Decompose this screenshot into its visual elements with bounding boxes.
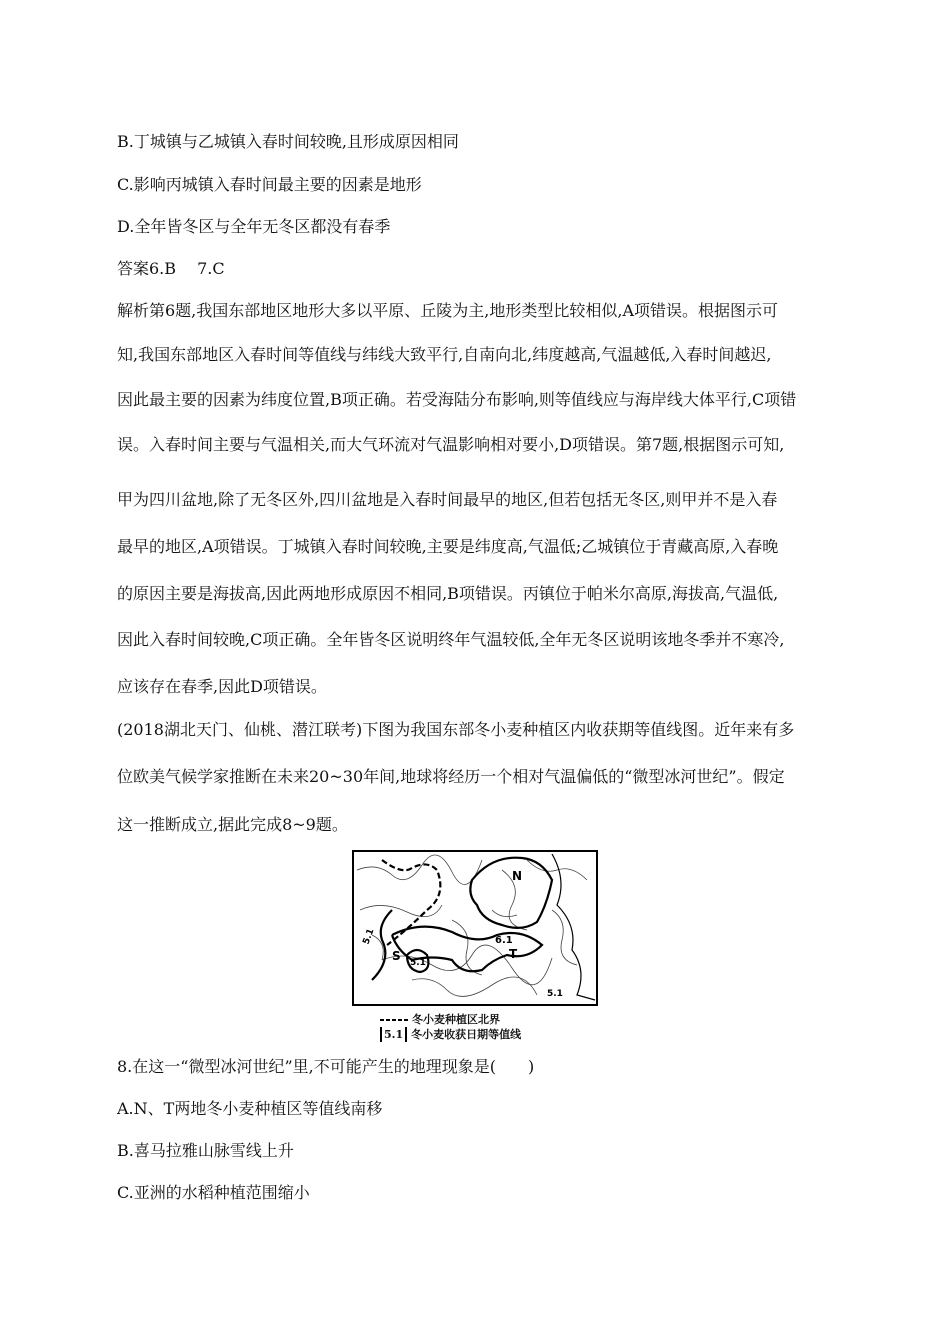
map-label-n: N — [512, 869, 523, 883]
intro-line: (2018湖北天门、仙桃、潜江联考)下图为我国东部冬小麦种植区内收获期等值线图。近年来有多 — [117, 720, 795, 739]
analysis-line: 因此最主要的因素为纬度位置,B项正确。若受海陆分布影响,则等值线应与海岸线大体平行,C项错 — [117, 390, 797, 409]
map-label-t: T — [509, 947, 518, 961]
question-8-option-c: C.亚洲的水稻种植范围缩小 — [117, 1183, 310, 1202]
analysis-line: 最早的地区,A项错误。丁城镇入春时间较晚,主要是纬度高,气温低;乙城镇位于青藏高原,入春晚 — [117, 537, 779, 556]
isoline-label-5-1-se: 5.1 — [547, 989, 563, 999]
intro-line: 这一推断成立,据此完成8~9题。 — [117, 815, 348, 834]
legend-boundary-label: 冬小麦种植区北界 — [412, 1013, 500, 1026]
analysis-line: 甲为四川盆地,除了无冬区外,四川盆地是入春时间最早的地区,但若包括无冬区,则甲并不是入春 — [117, 490, 778, 509]
legend-isoline-label: 冬小麦收获日期等值线 — [411, 1028, 522, 1041]
prev-option-c: C.影响丙城镇入春时间最主要的因素是地形 — [117, 175, 422, 194]
analysis-line: 知,我国东部地区入春时间等值线与纬线大致平行,自南向北,纬度越高,气温越低,入春时间越迟, — [117, 345, 772, 364]
question-8-stem: 8.在这一“微型冰河世纪”里,不可能产生的地理现象是( ) — [117, 1057, 535, 1076]
question-8-option-a: A.N、T两地冬小麦种植区等值线南移 — [117, 1099, 383, 1118]
legend-isoline — [380, 1027, 580, 1042]
analysis-line: 应该存在春季,因此D项错误。 — [117, 677, 327, 696]
analysis-line: 解析第6题,我国东部地区地形大多以平原、丘陵为主,地形类型比较相似,A项错误。根据图示可 — [117, 301, 778, 320]
map-legend — [380, 1012, 580, 1042]
wheat-harvest-map — [352, 850, 602, 1008]
question-8-option-b: B.喜马拉雅山脉雪线上升 — [117, 1141, 294, 1160]
dashed-line-icon — [380, 1016, 408, 1024]
legend-isoline-sample: 5.1 — [380, 1027, 407, 1042]
intro-line: 位欧美气候学家推断在未来20~30年间,地球将经历一个相对气温偏低的“微型冰河世纪”。假定 — [117, 767, 785, 786]
answer-line: 答案6.B 7.C — [117, 259, 225, 278]
prev-option-d: D.全年皆冬区与全年无冬区都没有春季 — [117, 217, 391, 236]
analysis-line: 误。入春时间主要与气温相关,而大气环流对气温影响相对要小,D项错误。第7题,根据图示可知, — [117, 435, 785, 454]
analysis-line: 因此入春时间较晚,C项正确。全年皆冬区说明终年气温较低,全年无冬区说明该地冬季并不寒冷, — [117, 630, 785, 649]
isoline-label-6-1: 6.1 — [495, 935, 513, 946]
map-label-s: S — [392, 949, 401, 963]
analysis-line: 的原因主要是海拔高,因此两地形成原因不相同,B项错误。丙镇位于帕米尔高原,海拔高,气温低, — [117, 584, 779, 603]
prev-option-b: B.丁城镇与乙城镇入春时间较晚,且形成原因相同 — [117, 132, 459, 151]
isoline-label-5-1-center: 5.1 — [410, 958, 426, 968]
isoline-label-5-1-west: 5.1 — [361, 927, 377, 946]
legend-boundary — [380, 1012, 580, 1027]
